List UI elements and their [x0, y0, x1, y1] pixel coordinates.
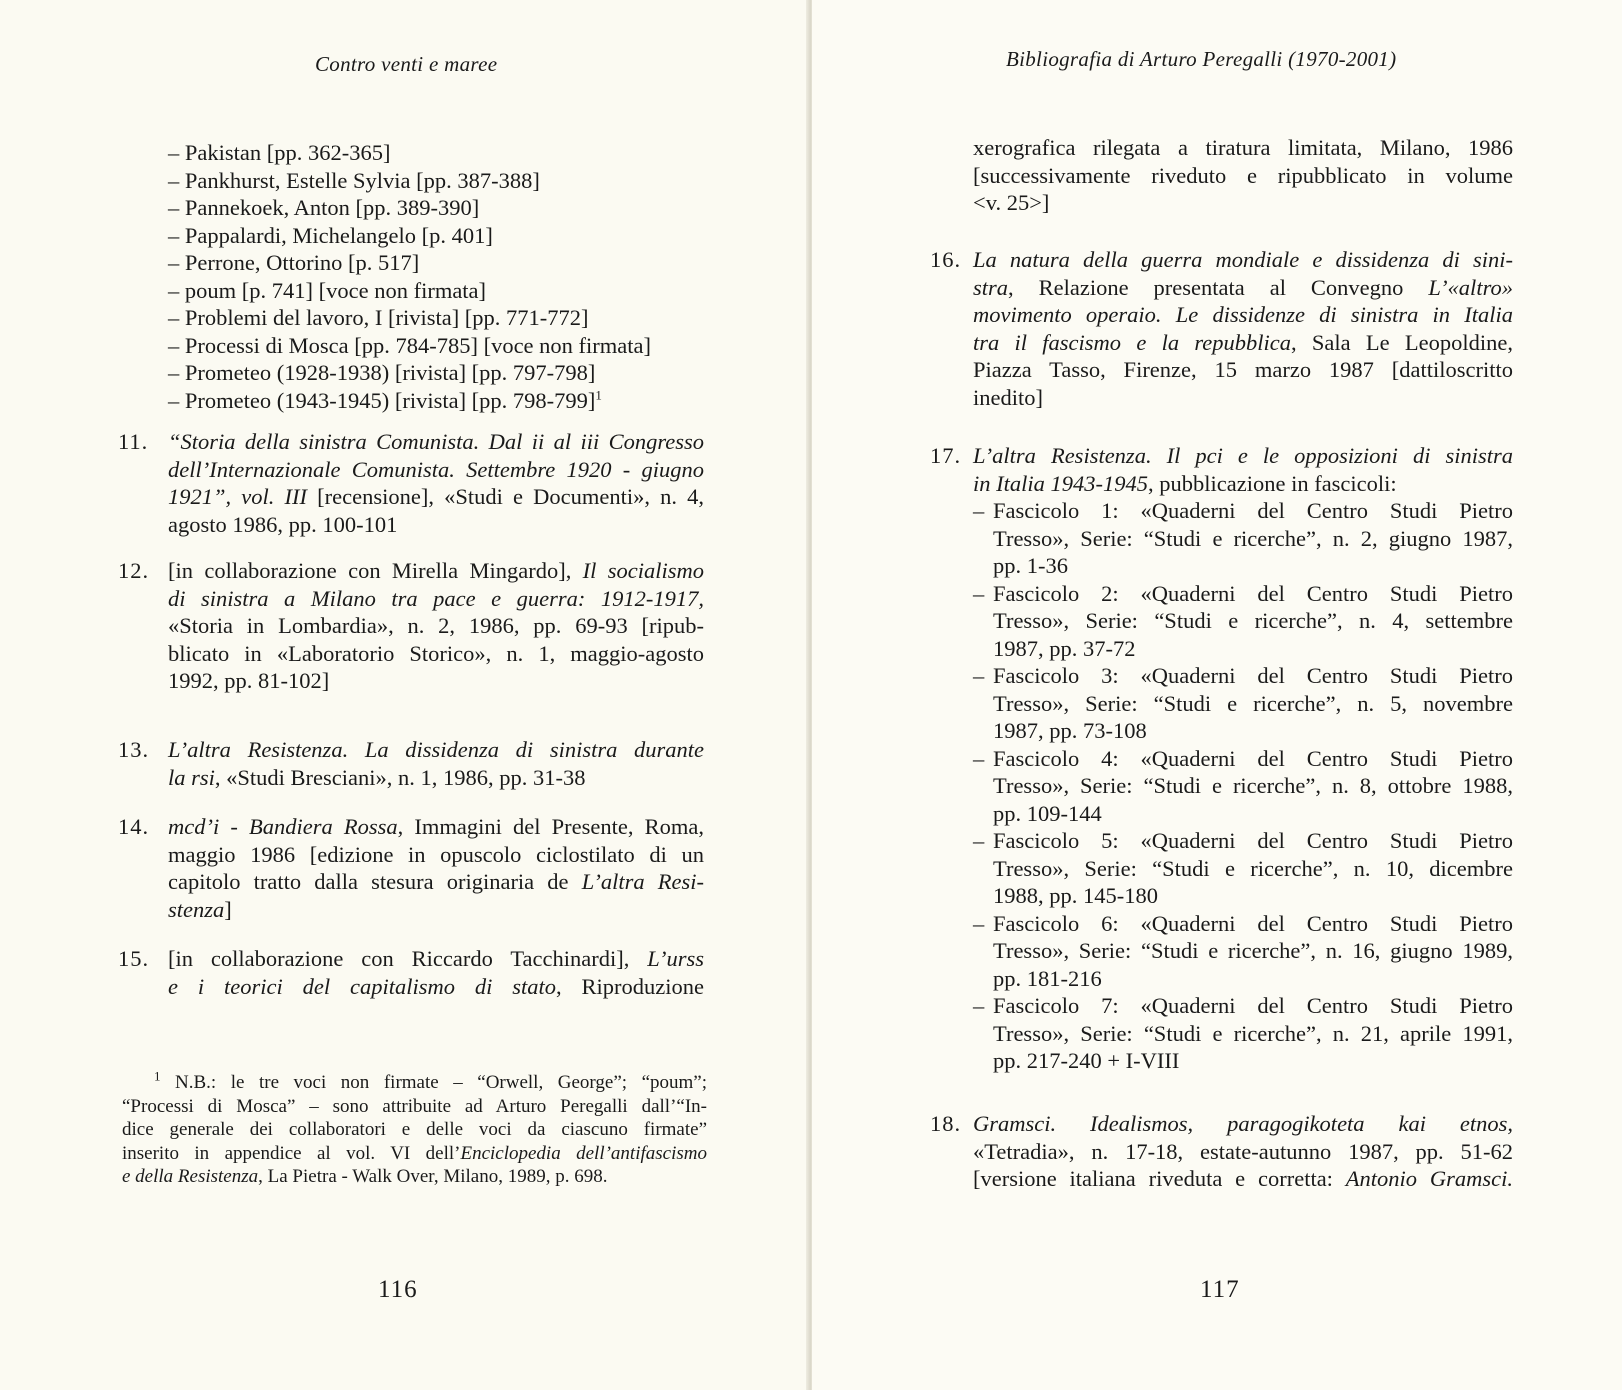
entry-line: Gramsci. Idealismos, paragogikoteta kai etnos,	[973, 1111, 1513, 1136]
entry-line: mcd’i - Bandiera Rossa, Immagini del Presente, Roma,	[168, 814, 704, 839]
footnote-marker: 1	[154, 1068, 161, 1084]
footnote-line: dice generale dei collaboratori e delle voci da ciascuno firmate”	[122, 1119, 707, 1140]
entry-number: 11.	[118, 429, 149, 454]
entry-line: inedito]	[973, 384, 1043, 410]
entry-number: 13.	[118, 737, 150, 762]
list-item: – Pannekoek, Anton [pp. 389-390]	[168, 195, 480, 220]
entry-line: capitolo tratto dalla stesura originaria de L’altra Resi-	[168, 869, 704, 894]
entry-line: Piazza Tasso, Firenze, 15 marzo 1987 [dattiloscritto	[973, 357, 1513, 382]
entry-line: [in collaborazione con Mirella Mingardo], Il socialismo	[168, 558, 704, 583]
entry-number: 17.	[930, 443, 962, 468]
list-item: – Perrone, Ottorino [p. 517]	[168, 250, 420, 275]
entry-line: e i teorici del capitalismo di stato, Riproduzione	[168, 973, 704, 999]
entry-line: dell’Internazionale Comunista. Settembre 1920 - giugno	[168, 456, 704, 482]
entry-line: L’altra Resistenza. Il pci e le opposizioni di sinistra	[973, 443, 1513, 468]
encyclopedia-entries-list	[168, 139, 728, 414]
list-item: – Fascicolo 3: «Quaderni del Centro Studi Pietro Tresso», Serie: “Studi e ricerche”, n. 5, novembre 1987, pp. 73-108	[973, 663, 1513, 743]
entry-line: agosto 1986, pp. 100-101	[168, 511, 398, 537]
entry-line: «Storia in Lombardia», n. 2, 1986, pp. 69-93 [ripub-	[168, 613, 704, 638]
list-item: – Fascicolo 1: «Quaderni del Centro Studi Pietro Tresso», Serie: “Studi e ricerche”, n. 2, giugno 1987, pp. 1-36	[973, 498, 1513, 578]
footnote-line: $^1$ N.B.: le tre voci non firmate – “Orwell, George”; “poum”;	[154, 1068, 707, 1093]
entry-number: 16.	[930, 247, 962, 272]
entry-line: «Tetradia», n. 17-18, estate-autunno 1987, pp. 51-62	[973, 1138, 1513, 1164]
list-item: – Fascicolo 2: «Quaderni del Centro Studi Pietro Tresso», Serie: “Studi e ricerche”, n. 4, settembre 1987, pp. 37-72	[973, 580, 1513, 661]
list-item: – Problemi del lavoro, I [rivista] [pp. 771-772]	[168, 305, 589, 330]
entry-line: 1992, pp. 81-102]	[168, 668, 330, 693]
list-item: – Pappalardi, Michelangelo [p. 401]	[168, 222, 493, 248]
entry-line: movimento operaio. Le dissidenze di sinistra in Italia	[973, 302, 1513, 327]
list-item: – poum [p. 741] [voce non firmata]	[168, 277, 487, 303]
list-item: – Pankhurst, Estelle Sylvia [pp. 387-388]	[168, 167, 540, 193]
entry-line: “Storia della sinistra Comunista. Dal ii al iii Congresso	[168, 429, 704, 454]
running-head-right: Bibliografia di Arturo Peregalli (1970-2001)	[1006, 47, 1397, 71]
entry-line: maggio 1986 [edizione in opuscolo ciclostilato di un	[168, 841, 704, 867]
list-item: – Fascicolo 6: «Quaderni del Centro Studi Pietro Tresso», Serie: “Studi e ricerche”, n. 16, giugno 1989, pp. 181-216	[973, 910, 1513, 991]
entry-line: tra il fascismo e la repubblica, Sala Le Leopoldine,	[973, 329, 1513, 355]
list-item: – Fascicolo 7: «Quaderni del Centro Studi Pietro Tresso», Serie: “Studi e ricerche”, n. 21, aprile 1991, pp. 217-240 + I-VIII	[973, 993, 1513, 1073]
list-item-text: – Prometeo (1943-1945) [rivista] [pp. 798-799]	[168, 387, 596, 413]
entry-line: La natura della guerra mondiale e dissidenza di sini-	[973, 247, 1513, 272]
entry-line: [versione italiana riveduta e corretta: Antonio Gramsci.	[973, 1166, 1513, 1191]
page-number-right: 117	[1200, 1276, 1240, 1303]
left-page	[0, 0, 810, 1390]
footnote	[122, 1068, 707, 1189]
list-item: – Fascicolo 4: «Quaderni del Centro Studi Pietro Tresso», Serie: “Studi e ricerche”, n. 8, ottobre 1988, pp. 109-144	[973, 745, 1513, 826]
footnote-line: “Processi di Mosca” – sono attribuite ad Arturo Peregalli dall’“In-	[122, 1095, 707, 1117]
entry-line: 1921”, vol. III [recensione], «Studi e Documenti», n. 4,	[168, 484, 704, 509]
entry-continuation	[973, 134, 1513, 217]
footnote-line: e della Resistenza, La Pietra - Walk Over, Milano, 1989, p. 698.	[122, 1166, 608, 1187]
entry-number: 14.	[118, 814, 150, 839]
entry-line: di sinistra a Milano tra pace e guerra: 1912-1917,	[168, 585, 704, 611]
entry-number: 15.	[118, 946, 150, 971]
entry-line: la rsi, «Studi Bresciani», n. 1, 1986, pp. 31-38	[168, 764, 586, 790]
list-item: – Fascicolo 5: «Quaderni del Centro Studi Pietro Tresso», Serie: “Studi e ricerche”, n. 10, dicembre 1988, pp. 145-180	[973, 828, 1513, 908]
entry-line: L’altra Resistenza. La dissidenza di sinistra durante	[168, 737, 704, 762]
entry-line: xerografica rilegata a tiratura limitata, Milano, 1986	[973, 135, 1513, 160]
entry-number: 12.	[118, 558, 150, 583]
running-head-left: Contro venti e maree	[315, 52, 498, 76]
entry-line: [successivamente riveduto e ripubblicato in volume	[973, 162, 1513, 188]
list-item: – Prometeo (1928-1938) [rivista] [pp. 797-798]	[168, 360, 596, 385]
footnote-reference: 1	[595, 387, 602, 402]
entry-line: [in collaborazione con Riccardo Tacchinardi], L’urss	[168, 946, 704, 971]
page-number-left: 116	[378, 1276, 418, 1303]
right-page	[812, 0, 1622, 1390]
entry-line: blicato in «Laboratorio Storico», n. 1, maggio-agosto	[168, 640, 704, 666]
footnote-line: inserito in appendice al vol. VI dell’Enciclopedia dell’antifascismo	[122, 1142, 707, 1164]
entry-line: in Italia 1943-1945, pubblicazione in fascicoli:	[973, 470, 1397, 496]
entry-line: stra, Relazione presentata al Convegno L’«altro»	[973, 274, 1513, 300]
list-item: – Processi di Mosca [pp. 784-785] [voce non firmata]	[168, 332, 652, 358]
list-item	[168, 387, 728, 415]
entry-line: stenza]	[168, 896, 232, 922]
entry-line: <v. 25>]	[973, 190, 1050, 215]
list-item: – Pakistan [pp. 362-365]	[168, 140, 391, 165]
entry-number: 18.	[930, 1111, 962, 1136]
